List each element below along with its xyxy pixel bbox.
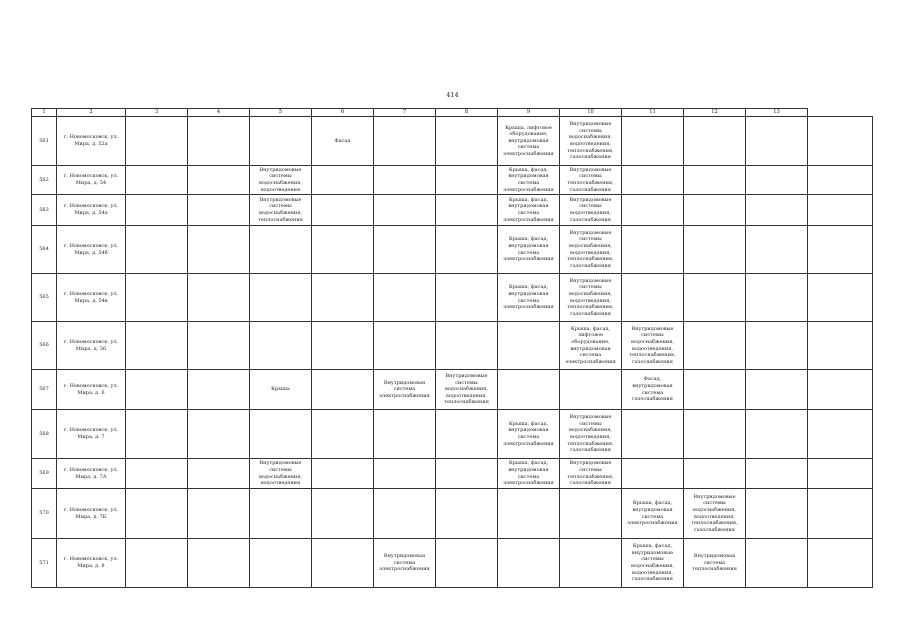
work-type-cell	[746, 370, 808, 410]
work-type-cell: Фасад	[312, 117, 374, 166]
work-type-cell	[374, 459, 436, 489]
work-type-cell	[684, 195, 746, 226]
work-type-cell	[188, 370, 250, 410]
work-type-cell	[312, 489, 374, 539]
work-type-cell	[312, 539, 374, 588]
work-type-cell	[560, 489, 622, 539]
column-number-cell: 8	[436, 109, 498, 117]
work-type-cell	[498, 539, 560, 588]
work-type-cell	[374, 226, 436, 274]
work-type-cell: Крыша, фасад, внутридомовая система электроснабжения	[498, 459, 560, 489]
table-row	[32, 117, 873, 166]
work-type-cell	[250, 322, 312, 370]
address-cell: г. Новомосковск, ул. Мира, д. 7	[57, 410, 126, 459]
work-type-cell	[746, 489, 808, 539]
address-cell: г. Новомосковск, ул. Мира, д. 54	[57, 166, 126, 195]
work-type-cell	[684, 322, 746, 370]
work-type-cell: Внутридомовые системы водоснабжения, водоотведения, теплоснабжения, газоснабжения	[622, 322, 684, 370]
work-type-cell: Крыша	[250, 370, 312, 410]
work-type-cell: Внутридомовые системы водоснабжения, теплоснабжения	[250, 195, 312, 226]
work-type-cell: Внутридомовые системы теплоснабжения, газоснабжения	[560, 459, 622, 489]
column-number-cell: 7	[374, 109, 436, 117]
work-type-cell	[188, 459, 250, 489]
work-type-cell	[126, 117, 188, 166]
work-type-cell: Внутридомовые системы водоснабжения, водоотведения, теплоснабжения, газоснабжения	[684, 489, 746, 539]
address-cell: г. Новомосковск, ул. Мира, д. 7Б	[57, 489, 126, 539]
work-type-cell	[808, 539, 873, 588]
work-type-cell	[374, 489, 436, 539]
work-type-cell	[250, 539, 312, 588]
work-type-cell	[126, 322, 188, 370]
work-type-cell	[622, 166, 684, 195]
work-type-cell	[808, 459, 873, 489]
address-cell: г. Новомосковск, ул. Мира, д. 54б	[57, 226, 126, 274]
work-type-cell	[746, 539, 808, 588]
work-type-cell	[684, 166, 746, 195]
address-cell: г. Новомосковск, ул. Мира, д. 54а	[57, 195, 126, 226]
work-type-cell	[188, 117, 250, 166]
work-type-cell	[436, 322, 498, 370]
work-type-cell	[250, 410, 312, 459]
table-row	[32, 166, 873, 195]
work-type-cell	[746, 410, 808, 459]
work-type-cell: Внутридомовые системы водоснабжения, водоотведения, теплоснабжения, газоснабжения	[560, 410, 622, 459]
work-type-cell	[560, 539, 622, 588]
work-type-cell	[126, 370, 188, 410]
work-type-cell	[684, 274, 746, 322]
work-type-cell: Внутридомовые системы водоснабжения, водоотведения, теплоснабжения, газоснабжения	[560, 274, 622, 322]
work-type-cell	[312, 322, 374, 370]
work-type-cell: Крыша, фасад, внутридомовая система электроснабжения	[498, 274, 560, 322]
column-number-cell: 10	[560, 109, 622, 117]
work-type-cell	[684, 370, 746, 410]
work-type-cell	[436, 459, 498, 489]
work-type-cell	[126, 226, 188, 274]
address-cell: г. Новомосковск, ул. Мира, д. 6	[57, 370, 126, 410]
work-type-cell	[622, 226, 684, 274]
row-number-cell: 566	[32, 322, 57, 370]
work-type-cell	[312, 370, 374, 410]
work-type-cell	[126, 166, 188, 195]
work-type-cell	[126, 459, 188, 489]
work-type-cell: Крыша, фасад, внутридомовая система электроснабжения	[622, 489, 684, 539]
work-type-cell	[436, 226, 498, 274]
column-number-cell: 4	[188, 109, 250, 117]
work-type-cell	[746, 322, 808, 370]
work-type-cell: Внутридомовая система электроснабжения	[374, 539, 436, 588]
work-type-cell	[684, 117, 746, 166]
work-type-cell	[188, 489, 250, 539]
column-number-row	[32, 109, 873, 117]
work-type-cell	[622, 410, 684, 459]
column-number-cell: 12	[684, 109, 746, 117]
work-type-cell	[374, 117, 436, 166]
work-type-cell	[126, 410, 188, 459]
column-number-cell: 1	[32, 109, 57, 117]
work-type-cell	[746, 117, 808, 166]
work-type-cell	[498, 322, 560, 370]
work-type-cell	[808, 370, 873, 410]
work-type-cell: Внутридомовая система электроснабжения	[374, 370, 436, 410]
row-number-cell: 569	[32, 459, 57, 489]
work-type-cell	[188, 274, 250, 322]
work-type-cell	[560, 370, 622, 410]
work-type-cell: Внутридомовые системы водоотведения, газоснабжения	[560, 195, 622, 226]
work-type-cell: Внутридомовые системы водоснабжения, водоотведения	[250, 166, 312, 195]
work-type-cell: Внутридомовые системы водоснабжения, водоотведения, теплоснабжения, газоснабжения	[560, 117, 622, 166]
work-type-cell	[746, 459, 808, 489]
table-row	[32, 226, 873, 274]
work-type-cell	[622, 274, 684, 322]
work-type-cell	[126, 489, 188, 539]
work-type-cell	[684, 410, 746, 459]
work-type-cell: Крыша, фасад, внутридомовые системы водоснабжения, водоотведения, газоснабжения	[622, 539, 684, 588]
work-type-cell	[188, 322, 250, 370]
table-row	[32, 274, 873, 322]
work-type-cell	[808, 410, 873, 459]
table-row	[32, 370, 873, 410]
row-number-cell: 563	[32, 195, 57, 226]
work-type-cell	[126, 539, 188, 588]
work-type-cell	[808, 117, 873, 166]
work-type-cell	[622, 459, 684, 489]
work-type-cell	[188, 195, 250, 226]
work-type-cell	[374, 166, 436, 195]
work-type-cell: Крыша, лифтовое оборудование, внутридомовая система электроснабжения	[498, 117, 560, 166]
work-type-cell: Внутридомовые системы теплоснабжения, газоснабжения	[560, 166, 622, 195]
work-type-cell: Внутридомовые системы водоснабжения, водоотведения	[250, 459, 312, 489]
work-type-cell	[374, 322, 436, 370]
table-row	[32, 322, 873, 370]
work-type-cell	[436, 117, 498, 166]
table-row	[32, 489, 873, 539]
work-type-cell	[746, 166, 808, 195]
work-type-cell	[374, 274, 436, 322]
row-number-cell: 562	[32, 166, 57, 195]
work-type-cell	[808, 274, 873, 322]
work-type-cell: Внутридомовая система теплоснабжения	[684, 539, 746, 588]
work-type-cell	[808, 322, 873, 370]
work-type-cell	[684, 226, 746, 274]
work-type-cell: Внутридомовые системы водоснабжения, водоотведения, теплоснабжения	[436, 370, 498, 410]
work-type-cell	[250, 226, 312, 274]
work-type-cell	[622, 117, 684, 166]
repair-schedule-table	[31, 108, 873, 588]
work-type-cell	[808, 195, 873, 226]
row-number-cell: 565	[32, 274, 57, 322]
work-type-cell	[312, 226, 374, 274]
address-cell: г. Новомосковск, ул. Мира, д. 56	[57, 322, 126, 370]
work-type-cell	[312, 274, 374, 322]
work-type-cell	[188, 166, 250, 195]
work-type-cell	[436, 539, 498, 588]
work-type-cell	[312, 459, 374, 489]
work-type-cell	[808, 166, 873, 195]
column-number-cell: 6	[312, 109, 374, 117]
address-cell: г. Новомосковск, ул. Мира, д. 8	[57, 539, 126, 588]
column-number-cell: 11	[622, 109, 684, 117]
row-number-cell: 564	[32, 226, 57, 274]
work-type-cell	[746, 274, 808, 322]
table-row	[32, 410, 873, 459]
work-type-cell	[498, 489, 560, 539]
work-type-cell	[312, 166, 374, 195]
work-type-cell	[188, 539, 250, 588]
column-number-cell: 2	[57, 109, 126, 117]
column-number-cell: 9	[498, 109, 560, 117]
work-type-cell: Крыша, фасад, внутридомовая система электроснабжения	[498, 226, 560, 274]
work-type-cell: Крыша, фасад, внутридомовая система электроснабжения	[498, 410, 560, 459]
work-type-cell	[250, 489, 312, 539]
work-type-cell: Крыша, фасад, лифтовое оборудование, внутридомовая система электроснабжения	[560, 322, 622, 370]
work-type-cell: Фасад, внутридомовая система газоснабжения	[622, 370, 684, 410]
work-type-cell	[808, 226, 873, 274]
work-type-cell	[436, 489, 498, 539]
work-type-cell	[746, 195, 808, 226]
table-row	[32, 459, 873, 489]
table-row	[32, 539, 873, 588]
work-type-cell	[684, 459, 746, 489]
work-type-cell	[250, 274, 312, 322]
work-type-cell	[808, 489, 873, 539]
column-number-cell: 3	[126, 109, 188, 117]
work-type-cell	[436, 410, 498, 459]
column-number-cell: 13	[746, 109, 808, 117]
table-row	[32, 195, 873, 226]
work-type-cell	[312, 410, 374, 459]
row-number-cell: 561	[32, 117, 57, 166]
work-type-cell	[436, 195, 498, 226]
work-type-cell	[374, 195, 436, 226]
row-number-cell: 570	[32, 489, 57, 539]
work-type-cell	[746, 226, 808, 274]
work-type-cell: Крыша, фасад, внутридомовая система электроснабжения	[498, 195, 560, 226]
address-cell: г. Новомосковск, ул. Мира, д. 7А	[57, 459, 126, 489]
page-number: 414	[446, 91, 459, 99]
work-type-cell	[126, 274, 188, 322]
work-type-cell	[622, 195, 684, 226]
work-type-cell	[250, 117, 312, 166]
row-number-cell: 567	[32, 370, 57, 410]
work-type-cell: Внутридомовые системы водоснабжения, водоотведения, теплоснабжения, газоснабжения	[560, 226, 622, 274]
work-type-cell	[374, 410, 436, 459]
address-cell: г. Новомосковск, ул. Мира, д. 54в	[57, 274, 126, 322]
row-number-cell: 571	[32, 539, 57, 588]
work-type-cell	[436, 274, 498, 322]
work-type-cell	[436, 166, 498, 195]
row-number-cell: 568	[32, 410, 57, 459]
column-number-cell: 5	[250, 109, 312, 117]
work-type-cell: Крыша, фасад, внутридомовая система электроснабжения	[498, 166, 560, 195]
work-type-cell	[126, 195, 188, 226]
work-type-cell	[312, 195, 374, 226]
address-cell: г. Новомосковск, ул. Мира, д. 52а	[57, 117, 126, 166]
work-type-cell	[498, 370, 560, 410]
work-type-cell	[188, 410, 250, 459]
work-type-cell	[188, 226, 250, 274]
